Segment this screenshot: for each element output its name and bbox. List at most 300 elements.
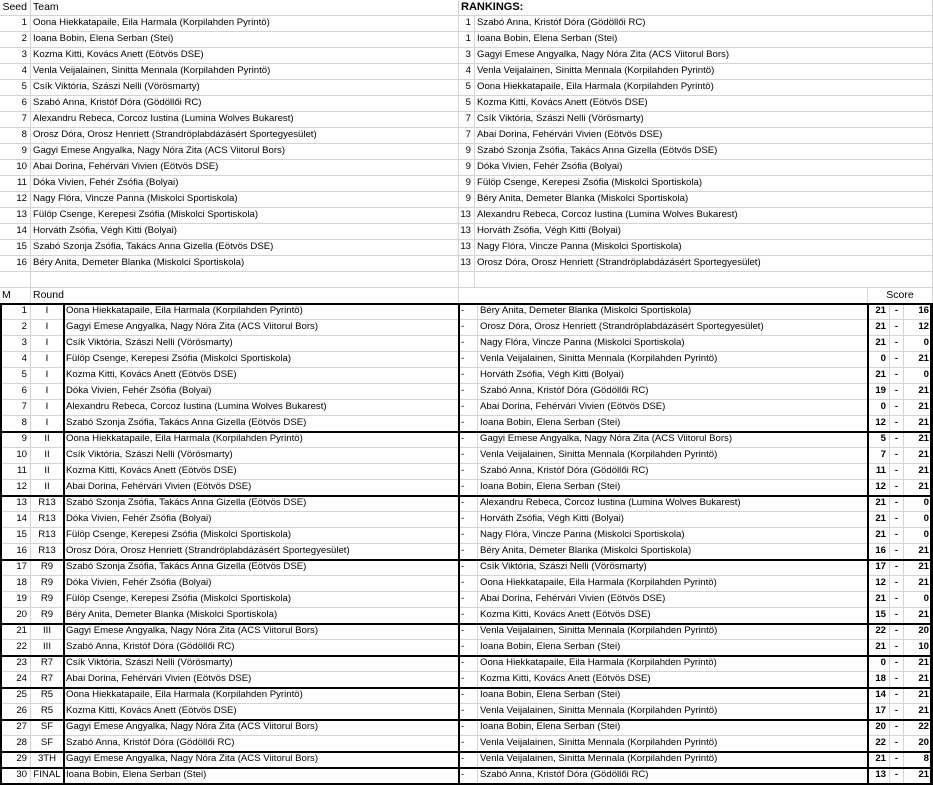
round-cell[interactable]: II [31,464,64,480]
score2-cell[interactable]: 20 [904,736,933,752]
score2-cell[interactable]: 0 [904,512,933,528]
round-cell[interactable]: R9 [31,592,64,608]
score2-cell[interactable]: 21 [904,544,933,560]
separator-cell[interactable]: - [459,592,478,608]
team1-cell[interactable]: Fülöp Csenge, Kerepesi Zsófia (Miskolci Sportiskola) [64,528,459,544]
score2-cell[interactable]: 0 [904,368,933,384]
separator-cell[interactable]: - [459,640,478,656]
score-dash-cell[interactable]: - [890,656,904,672]
rank-cell[interactable]: 13 [459,208,475,224]
rank-team-cell[interactable]: Horváth Zsófia, Végh Kitti (Bolyai) [475,224,933,240]
team1-cell[interactable]: Fülöp Csenge, Kerepesi Zsófia (Miskolci Sportiskola) [64,592,459,608]
separator-cell[interactable]: - [459,624,478,640]
rank-cell[interactable]: 9 [459,160,475,176]
team1-cell[interactable]: Kozma Kitti, Kovács Anett (Eötvös DSE) [64,368,459,384]
score1-cell[interactable]: 22 [868,624,890,640]
score1-cell[interactable]: 0 [868,352,890,368]
score-dash-cell[interactable]: - [890,544,904,560]
match-number-cell[interactable]: 5 [0,368,31,384]
match-number-cell[interactable]: 21 [0,624,31,640]
seed-cell[interactable]: 11 [0,176,31,192]
separator-cell[interactable]: - [459,416,478,432]
score2-cell[interactable]: 21 [904,400,933,416]
score2-cell[interactable]: 21 [904,672,933,688]
team2-cell[interactable]: Ioana Bobin, Elena Serban (Stei) [478,480,868,496]
match-number-cell[interactable]: 6 [0,384,31,400]
team2-cell[interactable]: Béry Anita, Demeter Blanka (Miskolci Sportiskola) [478,544,868,560]
round-cell[interactable]: SF [31,720,64,736]
round-cell[interactable]: R9 [31,560,64,576]
score-dash-cell[interactable]: - [890,464,904,480]
team-cell[interactable]: Orosz Dóra, Orosz Henriett (Strandröplabdázásért Sportegyesület) [31,128,459,144]
score2-cell[interactable]: 20 [904,624,933,640]
match-number-cell[interactable]: 1 [0,304,31,320]
team-cell[interactable]: Dóka Vivien, Fehér Zsófia (Bolyai) [31,176,459,192]
round-cell[interactable]: II [31,480,64,496]
score1-cell[interactable]: 18 [868,672,890,688]
match-number-cell[interactable]: 30 [0,768,31,784]
team1-cell[interactable]: Alexandru Rebeca, Corcoz Iustina (Lumina Wolves Bukarest) [64,400,459,416]
rank-team-cell[interactable]: Ioana Bobin, Elena Serban (Stei) [475,32,933,48]
rank-team-cell[interactable]: Alexandru Rebeca, Corcoz Iustina (Lumina Wolves Bukarest) [475,208,933,224]
score-dash-cell[interactable]: - [890,512,904,528]
score2-cell[interactable]: 21 [904,352,933,368]
team2-cell[interactable]: Horváth Zsófia, Végh Kitti (Bolyai) [478,512,868,528]
seed-header[interactable]: Seed [0,0,31,16]
team1-cell[interactable]: Gagyi Emese Angyalka, Nagy Nóra Zita (ACS Viitorul Bors) [64,720,459,736]
team-cell[interactable]: Horváth Zsófia, Végh Kitti (Bolyai) [31,224,459,240]
round-cell[interactable]: R5 [31,688,64,704]
score-dash-cell[interactable]: - [890,416,904,432]
score2-cell[interactable]: 10 [904,640,933,656]
separator-cell[interactable]: - [459,560,478,576]
team1-cell[interactable]: Gagyi Emese Angyalka, Nagy Nóra Zita (ACS Viitorul Bors) [64,624,459,640]
round-cell[interactable]: I [31,384,64,400]
rank-team-cell[interactable]: Béry Anita, Demeter Blanka (Miskolci Sportiskola) [475,192,933,208]
rank-team-cell[interactable]: Nagy Flóra, Vincze Panna (Miskolci Sportiskola) [475,240,933,256]
round-cell[interactable]: I [31,400,64,416]
score-dash-cell[interactable]: - [890,400,904,416]
rank-team-cell[interactable]: Orosz Dóra, Orosz Henriett (Strandröplabdázásért Sportegyesület) [475,256,933,272]
team1-cell[interactable]: Oona Hiekkatapaile, Eila Harmala (Korpilahden Pyrintö) [64,432,459,448]
empty-cell[interactable] [459,288,868,304]
empty-cell[interactable] [475,272,933,288]
team-cell[interactable]: Kozma Kitti, Kovács Anett (Eötvös DSE) [31,48,459,64]
rank-cell[interactable]: 7 [459,112,475,128]
score-dash-cell[interactable]: - [890,624,904,640]
team1-cell[interactable]: Oona Hiekkatapaile, Eila Harmala (Korpilahden Pyrintö) [64,304,459,320]
team1-cell[interactable]: Dóka Vivien, Fehér Zsófia (Bolyai) [64,384,459,400]
score1-cell[interactable]: 16 [868,544,890,560]
separator-cell[interactable]: - [459,400,478,416]
rank-cell[interactable]: 5 [459,96,475,112]
separator-cell[interactable]: - [459,480,478,496]
match-number-cell[interactable]: 12 [0,480,31,496]
team1-cell[interactable]: Szabó Anna, Kristóf Dóra (Gödöllői RC) [64,736,459,752]
separator-cell[interactable]: - [459,736,478,752]
seed-cell[interactable]: 16 [0,256,31,272]
rank-team-cell[interactable]: Abai Dorina, Fehérvári Vivien (Eötvös DSE) [475,128,933,144]
score1-cell[interactable]: 0 [868,400,890,416]
rankings-header[interactable]: RANKINGS: [459,0,933,16]
separator-cell[interactable]: - [459,656,478,672]
rank-team-cell[interactable]: Fülöp Csenge, Kerepesi Zsófia (Miskolci Sportiskola) [475,176,933,192]
team2-cell[interactable]: Kozma Kitti, Kovács Anett (Eötvös DSE) [478,608,868,624]
team2-cell[interactable]: Venla Veijalainen, Sinitta Mennala (Korpilahden Pyrintö) [478,736,868,752]
score2-cell[interactable]: 21 [904,480,933,496]
round-cell[interactable]: I [31,304,64,320]
separator-cell[interactable]: - [459,768,478,784]
team2-cell[interactable]: Venla Veijalainen, Sinitta Mennala (Korpilahden Pyrintö) [478,704,868,720]
rank-cell[interactable]: 9 [459,176,475,192]
match-number-cell[interactable]: 10 [0,448,31,464]
team1-cell[interactable]: Szabó Szonja Zsófia, Takács Anna Gizella (Eötvös DSE) [64,496,459,512]
separator-cell[interactable]: - [459,496,478,512]
team2-cell[interactable]: Orosz Dóra, Orosz Henriett (Strandröplabdázásért Sportegyesület) [478,320,868,336]
separator-cell[interactable]: - [459,544,478,560]
seed-cell[interactable]: 5 [0,80,31,96]
rank-team-cell[interactable]: Szabó Anna, Kristóf Dóra (Gödöllői RC) [475,16,933,32]
score-dash-cell[interactable]: - [890,352,904,368]
score2-cell[interactable]: 21 [904,416,933,432]
seed-cell[interactable]: 4 [0,64,31,80]
score2-cell[interactable]: 21 [904,432,933,448]
score1-cell[interactable]: 21 [868,496,890,512]
team1-cell[interactable]: Dóka Vivien, Fehér Zsófia (Bolyai) [64,576,459,592]
score-dash-cell[interactable]: - [890,560,904,576]
rank-cell[interactable]: 1 [459,32,475,48]
score-header[interactable]: Score [868,288,933,304]
separator-cell[interactable]: - [459,304,478,320]
seed-cell[interactable]: 9 [0,144,31,160]
separator-cell[interactable]: - [459,432,478,448]
rank-cell[interactable]: 13 [459,224,475,240]
rank-cell[interactable]: 9 [459,144,475,160]
match-number-cell[interactable]: 13 [0,496,31,512]
score2-cell[interactable]: 0 [904,496,933,512]
team-cell[interactable]: Gagyi Emese Angyalka, Nagy Nóra Zita (ACS Viitorul Bors) [31,144,459,160]
team2-cell[interactable]: Szabó Anna, Kristóf Dóra (Gödöllői RC) [478,768,868,784]
team2-cell[interactable]: Nagy Flóra, Vincze Panna (Miskolci Sportiskola) [478,528,868,544]
round-cell[interactable]: I [31,368,64,384]
round-cell[interactable]: I [31,352,64,368]
separator-cell[interactable]: - [459,576,478,592]
team1-cell[interactable]: Ioana Bobin, Elena Serban (Stei) [64,768,459,784]
team-cell[interactable]: Abai Dorina, Fehérvári Vivien (Eötvös DSE) [31,160,459,176]
score-dash-cell[interactable]: - [890,592,904,608]
match-number-cell[interactable]: 15 [0,528,31,544]
match-number-cell[interactable]: 17 [0,560,31,576]
round-cell[interactable]: R7 [31,656,64,672]
rank-cell[interactable]: 13 [459,256,475,272]
team2-cell[interactable]: Gagyi Emese Angyalka, Nagy Nóra Zita (ACS Viitorul Bors) [478,432,868,448]
score1-cell[interactable]: 19 [868,384,890,400]
round-cell[interactable]: FINAL [31,768,64,784]
score1-cell[interactable]: 21 [868,320,890,336]
separator-cell[interactable]: - [459,528,478,544]
team2-cell[interactable]: Nagy Flóra, Vincze Panna (Miskolci Sportiskola) [478,336,868,352]
round-cell[interactable]: 3TH [31,752,64,768]
round-cell[interactable]: R13 [31,496,64,512]
team-header[interactable]: Team [31,0,459,16]
rank-cell[interactable]: 1 [459,16,475,32]
rank-cell[interactable]: 5 [459,80,475,96]
score2-cell[interactable]: 21 [904,464,933,480]
separator-cell[interactable]: - [459,384,478,400]
round-cell[interactable]: R5 [31,704,64,720]
score-dash-cell[interactable]: - [890,704,904,720]
score-dash-cell[interactable]: - [890,384,904,400]
team2-cell[interactable]: Venla Veijalainen, Sinitta Mennala (Korpilahden Pyrintö) [478,752,868,768]
empty-cell[interactable] [459,272,475,288]
team2-cell[interactable]: Alexandru Rebeca, Corcoz Iustina (Lumina Wolves Bukarest) [478,496,868,512]
team1-cell[interactable]: Béry Anita, Demeter Blanka (Miskolci Sportiskola) [64,608,459,624]
seed-cell[interactable]: 15 [0,240,31,256]
score1-cell[interactable]: 20 [868,720,890,736]
team1-cell[interactable]: Csík Viktória, Szászi Nelli (Vörösmarty) [64,336,459,352]
score1-cell[interactable]: 13 [868,768,890,784]
match-number-cell[interactable]: 4 [0,352,31,368]
score-dash-cell[interactable]: - [890,368,904,384]
team2-cell[interactable]: Oona Hiekkatapaile, Eila Harmala (Korpilahden Pyrintö) [478,576,868,592]
seed-cell[interactable]: 13 [0,208,31,224]
team2-cell[interactable]: Ioana Bobin, Elena Serban (Stei) [478,416,868,432]
separator-cell[interactable]: - [459,320,478,336]
score-dash-cell[interactable]: - [890,320,904,336]
round-cell[interactable]: III [31,624,64,640]
separator-cell[interactable]: - [459,720,478,736]
seed-cell[interactable]: 1 [0,16,31,32]
seed-cell[interactable]: 3 [0,48,31,64]
score1-cell[interactable]: 21 [868,512,890,528]
score-dash-cell[interactable]: - [890,608,904,624]
team-cell[interactable]: Szabó Anna, Kristóf Dóra (Gödöllői RC) [31,96,459,112]
score2-cell[interactable]: 21 [904,560,933,576]
team2-cell[interactable]: Ioana Bobin, Elena Serban (Stei) [478,640,868,656]
team-cell[interactable]: Fülöp Csenge, Kerepesi Zsófia (Miskolci Sportiskola) [31,208,459,224]
team1-cell[interactable]: Csík Viktória, Szászi Nelli (Vörösmarty) [64,656,459,672]
match-number-cell[interactable]: 22 [0,640,31,656]
match-number-cell[interactable]: 9 [0,432,31,448]
team1-cell[interactable]: Kozma Kitti, Kovács Anett (Eötvös DSE) [64,704,459,720]
seed-cell[interactable]: 10 [0,160,31,176]
score1-cell[interactable]: 21 [868,336,890,352]
team2-cell[interactable]: Venla Veijalainen, Sinitta Mennala (Korpilahden Pyrintö) [478,624,868,640]
score2-cell[interactable]: 21 [904,688,933,704]
score-dash-cell[interactable]: - [890,528,904,544]
score2-cell[interactable]: 0 [904,528,933,544]
score1-cell[interactable]: 15 [868,608,890,624]
match-number-cell[interactable]: 8 [0,416,31,432]
match-number-cell[interactable]: 19 [0,592,31,608]
round-header[interactable]: Round [31,288,459,304]
score1-cell[interactable]: 17 [868,704,890,720]
score1-cell[interactable]: 21 [868,592,890,608]
round-cell[interactable]: I [31,336,64,352]
match-number-header[interactable]: M [0,288,31,304]
rank-cell[interactable]: 3 [459,48,475,64]
score-dash-cell[interactable]: - [890,720,904,736]
team2-cell[interactable]: Oona Hiekkatapaile, Eila Harmala (Korpilahden Pyrintö) [478,656,868,672]
round-cell[interactable]: R9 [31,608,64,624]
team1-cell[interactable]: Dóka Vivien, Fehér Zsófia (Bolyai) [64,512,459,528]
round-cell[interactable]: I [31,416,64,432]
match-number-cell[interactable]: 27 [0,720,31,736]
score-dash-cell[interactable]: - [890,640,904,656]
separator-cell[interactable]: - [459,512,478,528]
score2-cell[interactable]: 21 [904,768,933,784]
separator-cell[interactable]: - [459,448,478,464]
seed-cell[interactable]: 7 [0,112,31,128]
score1-cell[interactable]: 21 [868,752,890,768]
match-number-cell[interactable]: 29 [0,752,31,768]
match-number-cell[interactable]: 24 [0,672,31,688]
score2-cell[interactable]: 21 [904,608,933,624]
team2-cell[interactable]: Abai Dorina, Fehérvári Vivien (Eötvös DSE) [478,592,868,608]
score1-cell[interactable]: 21 [868,528,890,544]
rank-team-cell[interactable]: Szabó Szonja Zsófia, Takács Anna Gizella (Eötvös DSE) [475,144,933,160]
rank-team-cell[interactable]: Dóka Vivien, Fehér Zsófia (Bolyai) [475,160,933,176]
team-cell[interactable]: Alexandru Rebeca, Corcoz Iustina (Lumina Wolves Bukarest) [31,112,459,128]
rank-cell[interactable]: 4 [459,64,475,80]
match-number-cell[interactable]: 16 [0,544,31,560]
team2-cell[interactable]: Béry Anita, Demeter Blanka (Miskolci Sportiskola) [478,304,868,320]
match-number-cell[interactable]: 20 [0,608,31,624]
rank-team-cell[interactable]: Gagyi Emese Angyalka, Nagy Nóra Zita (ACS Viitorul Bors) [475,48,933,64]
match-number-cell[interactable]: 14 [0,512,31,528]
team1-cell[interactable]: Csík Viktória, Szászi Nelli (Vörösmarty) [64,448,459,464]
rank-team-cell[interactable]: Oona Hiekkatapaile, Eila Harmala (Korpilahden Pyrintö) [475,80,933,96]
rank-team-cell[interactable]: Venla Veijalainen, Sinitta Mennala (Korpilahden Pyrintö) [475,64,933,80]
team1-cell[interactable]: Orosz Dóra, Orosz Henriett (Strandröplabdázásért Sportegyesület) [64,544,459,560]
score2-cell[interactable]: 16 [904,304,933,320]
score-dash-cell[interactable]: - [890,672,904,688]
team2-cell[interactable]: Csík Viktória, Szászi Nelli (Vörösmarty) [478,560,868,576]
team1-cell[interactable]: Szabó Szonja Zsófia, Takács Anna Gizella (Eötvös DSE) [64,560,459,576]
team1-cell[interactable]: Oona Hiekkatapaile, Eila Harmala (Korpilahden Pyrintö) [64,688,459,704]
match-number-cell[interactable]: 18 [0,576,31,592]
score2-cell[interactable]: 12 [904,320,933,336]
score-dash-cell[interactable]: - [890,336,904,352]
team1-cell[interactable]: Szabó Szonja Zsófia, Takács Anna Gizella (Eötvös DSE) [64,416,459,432]
separator-cell[interactable]: - [459,704,478,720]
match-number-cell[interactable]: 3 [0,336,31,352]
match-number-cell[interactable]: 23 [0,656,31,672]
score1-cell[interactable]: 11 [868,464,890,480]
team-cell[interactable]: Nagy Flóra, Vincze Panna (Miskolci Sportiskola) [31,192,459,208]
rank-cell[interactable]: 9 [459,192,475,208]
score-dash-cell[interactable]: - [890,448,904,464]
score1-cell[interactable]: 21 [868,368,890,384]
match-number-cell[interactable]: 2 [0,320,31,336]
score1-cell[interactable]: 0 [868,656,890,672]
score-dash-cell[interactable]: - [890,768,904,784]
score1-cell[interactable]: 5 [868,432,890,448]
score1-cell[interactable]: 12 [868,416,890,432]
match-number-cell[interactable]: 25 [0,688,31,704]
round-cell[interactable]: R13 [31,528,64,544]
team2-cell[interactable]: Venla Veijalainen, Sinitta Mennala (Korpilahden Pyrintö) [478,448,868,464]
team2-cell[interactable]: Kozma Kitti, Kovács Anett (Eötvös DSE) [478,672,868,688]
score1-cell[interactable]: 17 [868,560,890,576]
rank-cell[interactable]: 7 [459,128,475,144]
round-cell[interactable]: R7 [31,672,64,688]
seed-cell[interactable]: 6 [0,96,31,112]
round-cell[interactable]: R13 [31,544,64,560]
team2-cell[interactable]: Szabó Anna, Kristóf Dóra (Gödöllői RC) [478,384,868,400]
score1-cell[interactable]: 14 [868,688,890,704]
empty-cell[interactable] [31,272,459,288]
team2-cell[interactable]: Horváth Zsófia, Végh Kitti (Bolyai) [478,368,868,384]
team1-cell[interactable]: Kozma Kitti, Kovács Anett (Eötvös DSE) [64,464,459,480]
rank-team-cell[interactable]: Csík Viktória, Szászi Nelli (Vörösmarty) [475,112,933,128]
rank-team-cell[interactable]: Kozma Kitti, Kovács Anett (Eötvös DSE) [475,96,933,112]
separator-cell[interactable]: - [459,688,478,704]
round-cell[interactable]: II [31,448,64,464]
team1-cell[interactable]: Szabó Anna, Kristóf Dóra (Gödöllői RC) [64,640,459,656]
round-cell[interactable]: III [31,640,64,656]
score2-cell[interactable]: 0 [904,592,933,608]
round-cell[interactable]: SF [31,736,64,752]
team2-cell[interactable]: Szabó Anna, Kristóf Dóra (Gödöllői RC) [478,464,868,480]
empty-cell[interactable] [0,272,31,288]
match-number-cell[interactable]: 11 [0,464,31,480]
score-dash-cell[interactable]: - [890,576,904,592]
score2-cell[interactable]: 21 [904,576,933,592]
score-dash-cell[interactable]: - [890,304,904,320]
score1-cell[interactable]: 21 [868,304,890,320]
score-dash-cell[interactable]: - [890,736,904,752]
round-cell[interactable]: II [31,432,64,448]
team-cell[interactable]: Csík Viktória, Szászi Nelli (Vörösmarty) [31,80,459,96]
seed-cell[interactable]: 14 [0,224,31,240]
seed-cell[interactable]: 8 [0,128,31,144]
score-dash-cell[interactable]: - [890,688,904,704]
score2-cell[interactable]: 21 [904,656,933,672]
score1-cell[interactable]: 12 [868,480,890,496]
team-cell[interactable]: Ioana Bobin, Elena Serban (Stei) [31,32,459,48]
separator-cell[interactable]: - [459,336,478,352]
separator-cell[interactable]: - [459,672,478,688]
score2-cell[interactable]: 21 [904,448,933,464]
team-cell[interactable]: Béry Anita, Demeter Blanka (Miskolci Sportiskola) [31,256,459,272]
team1-cell[interactable]: Fülöp Csenge, Kerepesi Zsófia (Miskolci Sportiskola) [64,352,459,368]
team1-cell[interactable]: Abai Dorina, Fehérvári Vivien (Eötvös DSE) [64,672,459,688]
rank-cell[interactable]: 13 [459,240,475,256]
team1-cell[interactable]: Gagyi Emese Angyalka, Nagy Nóra Zita (ACS Viitorul Bors) [64,752,459,768]
score-dash-cell[interactable]: - [890,496,904,512]
match-number-cell[interactable]: 7 [0,400,31,416]
team-cell[interactable]: Oona Hiekkatapaile, Eila Harmala (Korpilahden Pyrintö) [31,16,459,32]
score1-cell[interactable]: 12 [868,576,890,592]
separator-cell[interactable]: - [459,352,478,368]
team1-cell[interactable]: Gagyi Emese Angyalka, Nagy Nóra Zita (ACS Viitorul Bors) [64,320,459,336]
score-dash-cell[interactable]: - [890,432,904,448]
round-cell[interactable]: R13 [31,512,64,528]
team-cell[interactable]: Venla Veijalainen, Sinitta Mennala (Korpilahden Pyrintö) [31,64,459,80]
score2-cell[interactable]: 21 [904,384,933,400]
match-number-cell[interactable]: 26 [0,704,31,720]
team2-cell[interactable]: Ioana Bobin, Elena Serban (Stei) [478,720,868,736]
match-number-cell[interactable]: 28 [0,736,31,752]
score-dash-cell[interactable]: - [890,480,904,496]
score1-cell[interactable]: 22 [868,736,890,752]
round-cell[interactable]: R9 [31,576,64,592]
team1-cell[interactable]: Abai Dorina, Fehérvári Vivien (Eötvös DSE) [64,480,459,496]
separator-cell[interactable]: - [459,464,478,480]
round-cell[interactable]: I [31,320,64,336]
separator-cell[interactable]: - [459,368,478,384]
